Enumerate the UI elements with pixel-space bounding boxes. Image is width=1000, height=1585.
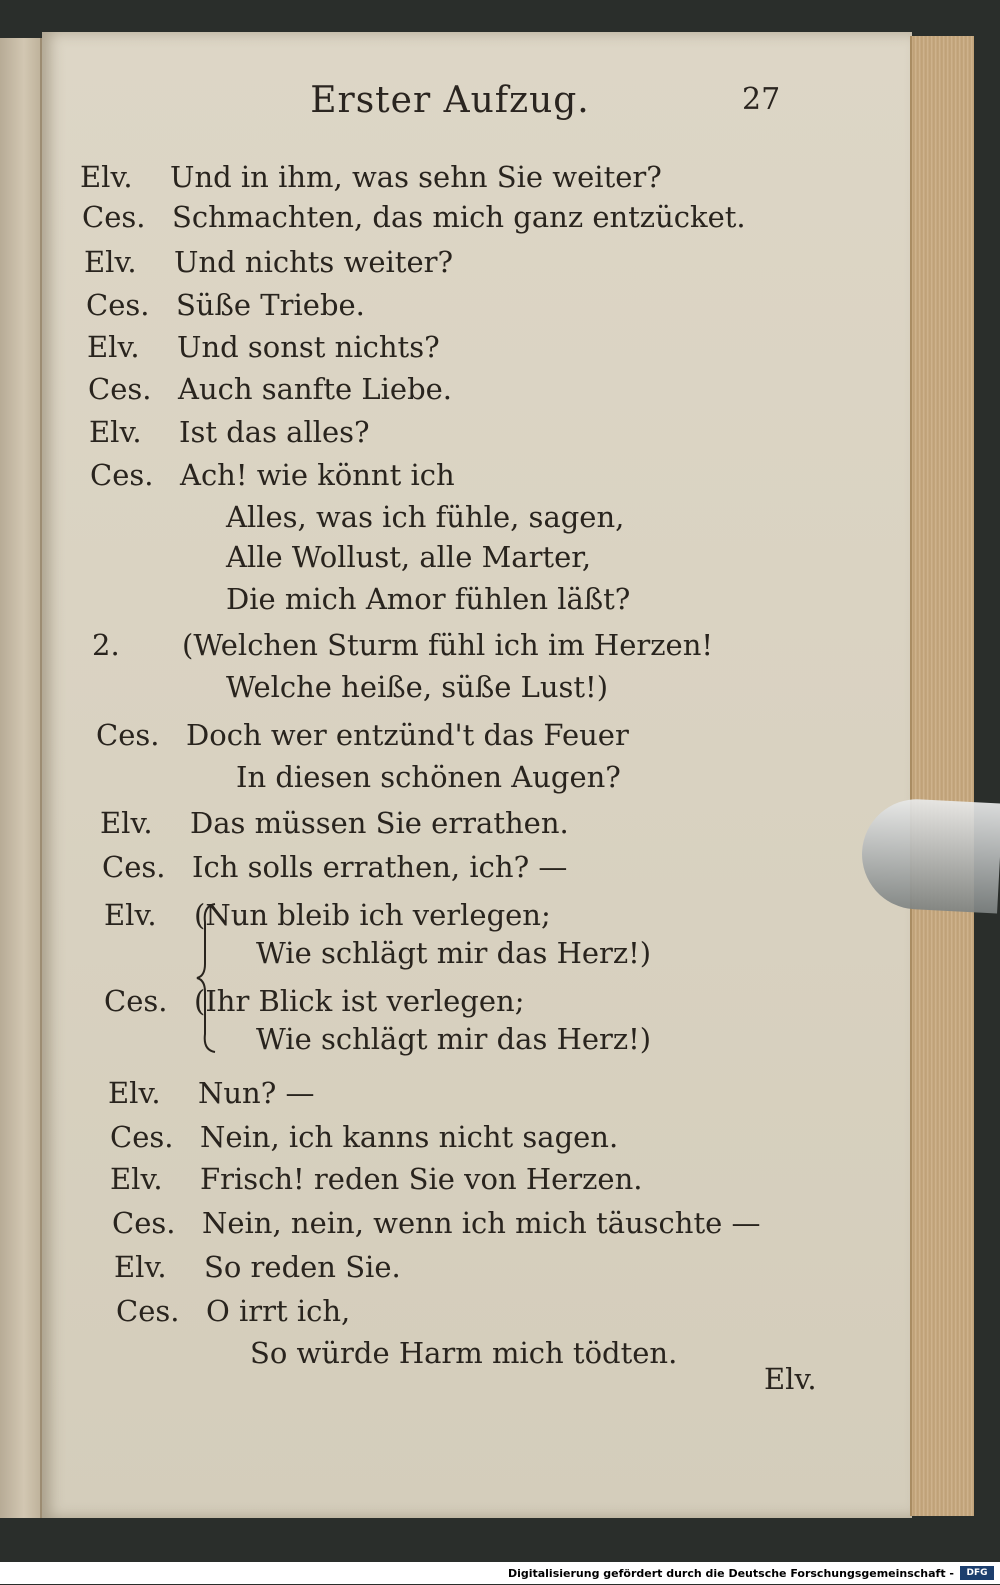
text-line (102, 850, 567, 884)
duet-brace (195, 902, 217, 1054)
line-text: O irrt ich, (206, 1294, 351, 1328)
line-text: Alle Wollust, alle Marter, (226, 540, 592, 574)
text-line (136, 500, 624, 534)
speaker: Elv. (84, 245, 137, 279)
line-text: Ist das alles? (179, 415, 370, 449)
line-text: (Nun bleib ich verlegen; (194, 898, 551, 932)
line-text: In diesen schönen Augen? (236, 760, 621, 794)
line-text: Ich solls errathen, ich? — (192, 850, 568, 884)
speaker: Elv. (108, 1076, 161, 1110)
text-line (82, 200, 746, 234)
page-clip (859, 796, 1000, 913)
line-text: Nun? — (198, 1076, 315, 1110)
speaker: Elv. (104, 898, 157, 932)
speaker: Elv. (89, 415, 142, 449)
text-line (136, 540, 591, 574)
speaker: Elv. (100, 806, 153, 840)
line-text: Welche heiße, süße Lust!) (226, 670, 609, 704)
speaker: Ces. (112, 1206, 176, 1240)
text-line (92, 628, 713, 662)
line-text: Doch wer entzünd't das Feuer (186, 718, 629, 752)
text-line (84, 245, 453, 279)
text-line (96, 718, 629, 752)
line-text: Nein, ich kanns nicht sagen. (200, 1120, 619, 1154)
speaker: Elv. (114, 1250, 167, 1284)
line-text: So würde Harm mich tödten. (250, 1336, 678, 1370)
text-line (89, 415, 370, 449)
page-stack-edge (910, 36, 974, 1516)
running-head: Erster Aufzug. (310, 80, 590, 121)
line-text: Auch sanfte Liebe. (178, 372, 453, 406)
speaker: Elv. (87, 330, 140, 364)
line-text: Süße Triebe. (176, 288, 365, 322)
text-line (116, 1294, 350, 1328)
text-line (166, 1022, 651, 1056)
speaker: Ces. (102, 850, 166, 884)
line-text: So reden Sie. (204, 1250, 401, 1284)
speaker: Elv. (110, 1162, 163, 1196)
speaker: Ces. (88, 372, 152, 406)
line-text: (Welchen Sturm fühl ich im Herzen! (182, 628, 714, 662)
funding-note: Digitalisierung gefördert durch die Deutsche Forschungsgemeinschaft - (507, 1567, 954, 1580)
speaker: Ces. (86, 288, 150, 322)
dfg-logo: DFG (960, 1566, 994, 1580)
text-line (108, 1076, 315, 1110)
line-text: Schmachten, das mich ganz entzücket. (172, 200, 746, 234)
text-line (114, 1250, 401, 1284)
text-line (86, 288, 365, 322)
line-text: Alles, was ich fühle, sagen, (226, 500, 625, 534)
text-line (88, 372, 452, 406)
text-line (136, 582, 630, 616)
speaker: 2. (92, 628, 120, 662)
line-text: Wie schlägt mir das Herz!) (256, 936, 652, 970)
line-text: (Ihr Blick ist verlegen; (194, 984, 525, 1018)
text-line (87, 330, 440, 364)
line-text: Die mich Amor fühlen läßt? (226, 582, 631, 616)
speaker: Elv. (80, 160, 133, 194)
text-line (100, 806, 569, 840)
text-line (166, 936, 651, 970)
text-line (136, 670, 608, 704)
text-line (110, 1120, 618, 1154)
catchword: Elv. (764, 1362, 817, 1396)
speaker: Ces. (104, 984, 168, 1018)
line-text: Und in ihm, was sehn Sie weiter? (170, 160, 662, 194)
text-line (146, 760, 621, 794)
speaker: Ces. (96, 718, 160, 752)
line-text: Wie schlägt mir das Herz!) (256, 1022, 652, 1056)
text-line (90, 458, 455, 492)
text-line (104, 898, 551, 932)
text-line (80, 160, 662, 194)
line-text: Und nichts weiter? (174, 245, 454, 279)
speaker: Ces. (82, 200, 146, 234)
speaker: Ces. (116, 1294, 180, 1328)
text-line (160, 1336, 677, 1370)
text-line (104, 984, 524, 1018)
left-page-edge (0, 38, 43, 1518)
text-line (110, 1162, 643, 1196)
digitization-footer (0, 1562, 1000, 1584)
page-number: 27 (742, 82, 781, 117)
line-text: Ach! wie könnt ich (180, 458, 455, 492)
line-text: Das müssen Sie errathen. (190, 806, 569, 840)
speaker: Ces. (110, 1120, 174, 1154)
speaker: Ces. (90, 458, 154, 492)
line-text: Und sonst nichts? (177, 330, 440, 364)
line-text: Frisch! reden Sie von Herzen. (200, 1162, 643, 1196)
line-text: Nein, nein, wenn ich mich täuschte — (202, 1206, 761, 1240)
text-line (112, 1206, 761, 1240)
